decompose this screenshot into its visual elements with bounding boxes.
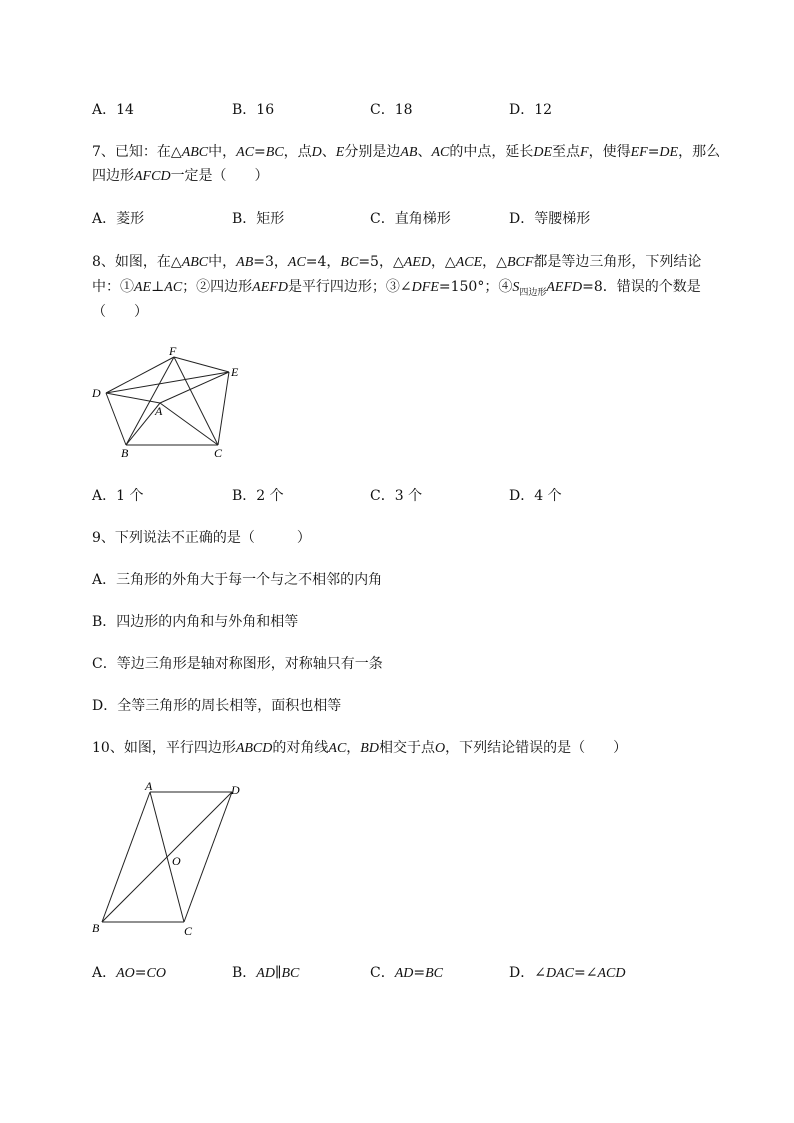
- q8-option-a: A．1 个: [92, 488, 144, 504]
- q8-figure: [88, 345, 258, 465]
- segment-fe: [174, 357, 229, 372]
- q8-stem-line3: （ ）: [92, 304, 148, 320]
- q7-option-a: A．菱形: [92, 211, 145, 227]
- q9-option-c: C．等边三角形是轴对称图形，对称轴只有一条: [92, 656, 383, 672]
- label-a: A: [145, 780, 153, 793]
- q10-option-a: A．AO=CO: [92, 965, 166, 981]
- q9-option-b: B．四边形的内角和与外角和相等: [92, 614, 299, 630]
- q8-option-d: D．4 个: [509, 488, 562, 504]
- q10-option-c: C．AD=BC: [370, 965, 444, 981]
- q6-option-a: A．14: [92, 102, 134, 118]
- q8-option-c: C．3 个: [370, 488, 423, 504]
- label-c: C: [184, 924, 193, 938]
- label-d: D: [92, 386, 101, 400]
- label-d: D: [231, 783, 240, 797]
- diagonal-bd: [102, 792, 232, 922]
- q7-stem-line1: 7、已知：在△ABC中，AC=BC，点D、E分别是边AB、AC的中点，延长DE至点F，使得EF=DE，那么: [92, 144, 721, 160]
- segment-bd: [106, 393, 126, 445]
- q6-option-d: D．12: [509, 102, 553, 118]
- q10-figure: [88, 780, 258, 942]
- label-o: O: [172, 854, 181, 868]
- segment-fc: [174, 357, 218, 445]
- q6-option-b: B．16: [232, 102, 275, 118]
- segment-de: [106, 372, 229, 393]
- q7-option-d: D．等腰梯形: [509, 211, 591, 227]
- label-c: C: [214, 446, 223, 460]
- q8-option-b: B．2 个: [232, 488, 284, 504]
- q6-option-c: C．18: [370, 102, 413, 118]
- q7-option-c: C．直角梯形: [370, 211, 451, 227]
- q10-option-b: B．AD∥BC: [232, 965, 300, 981]
- q10-option-d: D．∠DAC=∠ACD: [509, 965, 626, 981]
- label-e: E: [231, 365, 239, 379]
- label-b: B: [121, 446, 129, 460]
- q9-option-d: D．全等三角形的周长相等，面积也相等: [92, 698, 342, 714]
- q7-stem-line2: 四边形AFCD一定是（ ）: [92, 168, 269, 184]
- q9-option-a: A．三角形的外角大于每一个与之不相邻的内角: [92, 572, 383, 588]
- segment-dc: [184, 792, 232, 922]
- segment-ec: [218, 372, 229, 445]
- q8-stem-line2: 中：①AE⊥AC；②四边形AEFD是平行四边形；③∠DFE=150°；$④S_{四边形}AEFD=8$．错误的个数是: [92, 279, 701, 298]
- label-b: B: [92, 921, 100, 935]
- q10-stem: 10、如图，平行四边形ABCD的对角线AC，BD相交于点O，下列结论错误的是（ ）: [92, 740, 628, 756]
- label-a: A: [155, 404, 163, 418]
- q8-stem-line1: 8、如图，在△ABC中，AB=3，AC=4，BC=5，△AED，△ACE，△BCF都是等边三角形，下列结论: [92, 254, 702, 270]
- q9-stem: 9、下列说法不正确的是（ ）: [92, 530, 311, 546]
- label-f: F: [169, 345, 177, 358]
- segment-ba: [102, 792, 150, 922]
- q7-option-b: B．矩形: [232, 211, 285, 227]
- segment-ac: [160, 403, 218, 445]
